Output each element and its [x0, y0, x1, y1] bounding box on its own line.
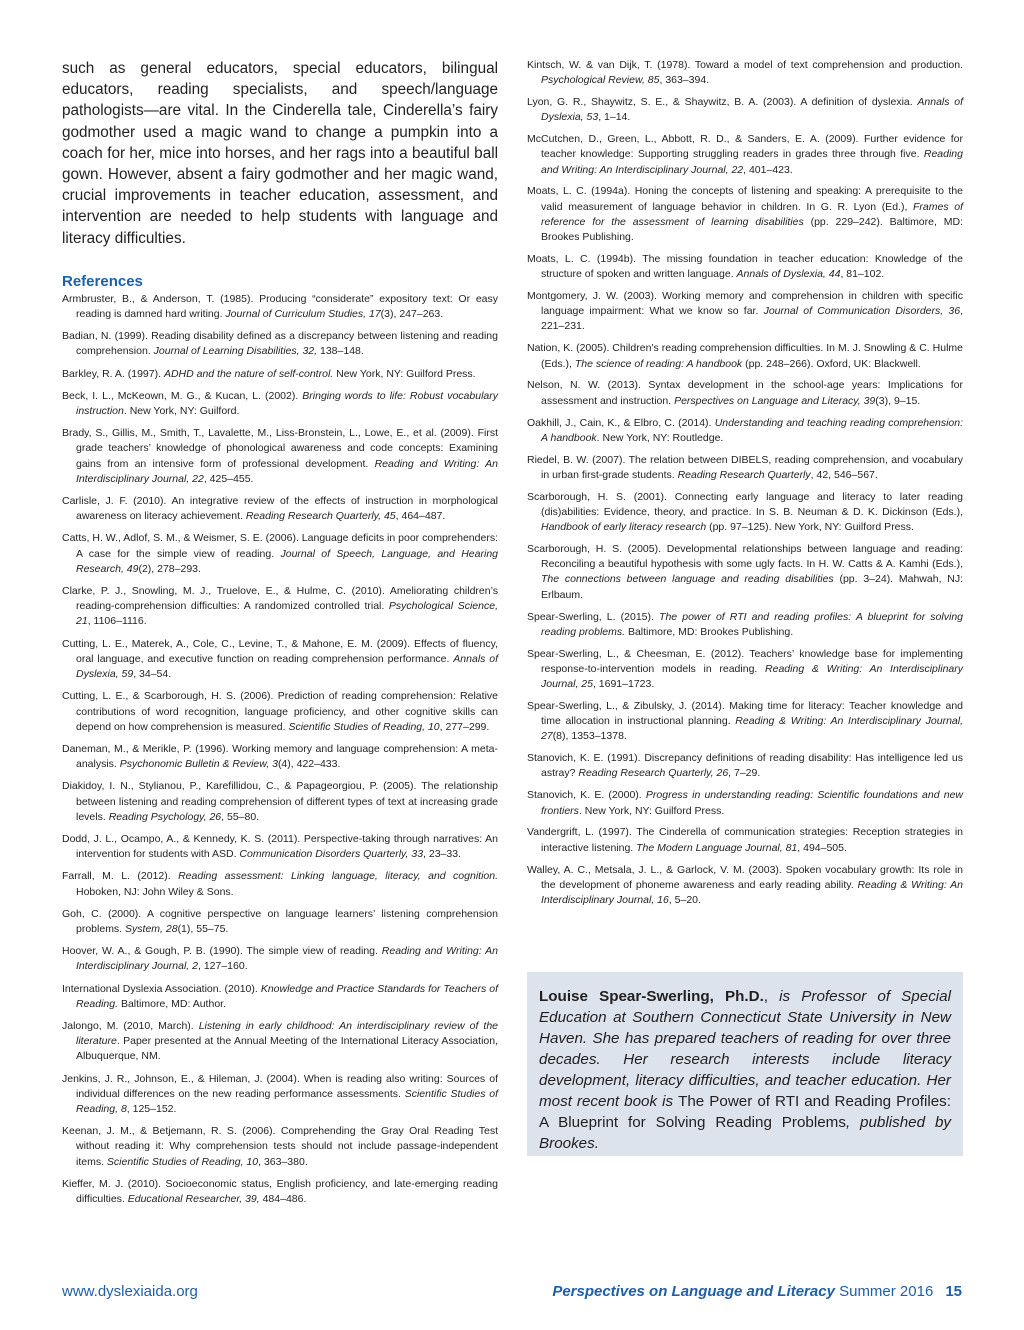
reference-pre: Spear-Swerling, L. (2015).: [527, 610, 660, 623]
reference-italic-part: Annals of Dyslexia, 44: [736, 268, 841, 281]
reference-entry: [527, 542, 963, 603]
reference-pre: Moats, L. C. (1994a). Honing the concepts of listening and speaking: A prerequisite to the valid measurement of language behavior in children. In G. R. Lyon (Ed.),: [527, 185, 963, 213]
reference-italic-part: Reading Research Quarterly, 26: [578, 767, 729, 780]
reference-post: , 277–299.: [439, 720, 490, 733]
reference-post: 484–486.: [259, 1192, 307, 1205]
reference-post: (8), 1353–1378.: [552, 730, 627, 743]
reference-post: , 5–20.: [668, 893, 701, 906]
reference-italic-part: The power of RTI and reading profiles: A blueprint for solving reading problems.: [541, 610, 963, 638]
reference-italic-part: The Modern Language Journal, 81: [636, 841, 798, 854]
reference-post: (pp. 97–125). New York, NY: Guilford Press.: [706, 521, 914, 534]
footer-issue: Summer 2016: [839, 1283, 934, 1300]
reference-pre: Catts, H. W., Adlof, S. M., & Weismer, S. E. (2006). Language deficits in poor comprehenders: A case for the simple view of reading.: [62, 532, 498, 560]
reference-italic-part: Reading & Writing: An Interdisciplinary Journal, 25: [541, 662, 963, 691]
reference-pre: Stanovich, K. E. (1991). Discrepancy definitions of reading disability: Has intelligence led us astray?: [527, 752, 963, 780]
reference-entry: [527, 751, 963, 781]
reference-entry: [62, 1124, 498, 1170]
reference-entry: [527, 863, 963, 909]
reference-post: New York, NY: Guilford Press.: [333, 367, 476, 380]
reference-italic-part: Reading and Writing: An Interdisciplinary Journal, 22: [76, 457, 498, 485]
reference-post: , 494–505.: [797, 841, 847, 854]
reference-italic-part: Annals of Dyslexia, 59: [76, 652, 499, 681]
reference-pre: Cutting, L. E., Materek, A., Cole, C., Levine, T., & Mahone, E. M. (2009). Effects of fluency, oral language, and executive function on reading comprehension performance.: [62, 637, 498, 665]
reference-italic-part: Reading and Writing: An Interdisciplinary Journal, 2: [76, 945, 498, 973]
reference-post: . New York, NY: Guilford.: [123, 405, 240, 418]
reference-italic-part: Psychological Science, 21: [76, 600, 498, 628]
reference-post: , 1691–1723.: [592, 678, 655, 691]
reference-pre: Cutting, L. E., & Scarborough, H. S. (2006). Prediction of reading comprehension: Relative contributions of word recognition, language proficiency, and other cognitive skills can depend on how comprehension is measured.: [62, 690, 498, 733]
reference-post: , 42, 546–567.: [810, 468, 878, 481]
reference-pre: Riedel, B. W. (2007). The relation between DIBELS, reading comprehension, and vocabulary in urban first-grade students.: [527, 453, 963, 481]
reference-post: Hoboken, NJ: John Wiley & Sons.: [76, 885, 234, 898]
reference-pre: Farrall, M. L. (2012).: [62, 870, 179, 883]
reference-entry: [62, 584, 498, 630]
reference-italic-part: Listening in early childhood: An interdisciplinary review of the literature: [76, 1019, 498, 1048]
reference-pre: Moats, L. C. (1994b). The missing foundation in teacher education: Knowledge of the structure of spoken and written language.: [527, 252, 963, 281]
reference-post: . New York, NY: Guilford Press.: [578, 804, 725, 817]
reference-pre: Vandergrift, L. (1997). The Cinderella of communication strategies: Reception strategies in interactive listening.: [527, 826, 963, 854]
reference-italic-part: Scientific Studies of Reading, 10: [106, 1155, 259, 1168]
reference-pre: Scarborough, H. S. (2005). Developmental relationships between language and reading: Reconciling a beautiful hypothesis with some ugly facts. In H. W. Catts & A. Kamhi (Eds.),: [527, 543, 963, 571]
reference-pre: Daneman, M., & Merikle, P. (1996). Working memory and language comprehension: A meta-analysis.: [62, 742, 498, 771]
reference-pre: Nelson, N. W. (2013). Syntax development in the school-age years: Implications for assessment and instruction.: [527, 379, 963, 407]
reference-pre: Stanovich, K. E. (2000).: [527, 789, 646, 802]
reference-entry: [527, 132, 963, 178]
footer-publication-title: Perspectives on Language and Literacy: [552, 1283, 835, 1300]
reference-entry: [62, 869, 498, 899]
reference-italic-part: Scientific Studies of Reading, 8: [76, 1087, 498, 1115]
bio-text-2: , published by Brookes.: [539, 1114, 951, 1152]
reference-entry: [62, 1177, 498, 1207]
reference-italic-part: Communication Disorders Quarterly, 33: [239, 848, 424, 861]
reference-post: 138–148.: [317, 345, 364, 358]
reference-pre: Jenkins, J. R., Johnson, E., & Hileman, J. (2004). When is reading also writing: Sources of individual differences on the new reading performance assessments.: [62, 1072, 498, 1100]
reference-pre: Nation, K. (2005). Children’s reading comprehension difficulties. In M. J. Snowling & C. Hulme (Eds.),: [527, 342, 963, 370]
reference-italic-part: Journal of Communication Disorders, 36: [763, 305, 961, 318]
reference-entry: [62, 1072, 498, 1118]
references-heading: References: [62, 272, 143, 290]
intro-paragraph: such as general educators, special educators, bilingual educators, reading specialists, and speech/language pathologists—are vital. In the Cinderella tale, Cinderella’s fairy godmother used a magic wand to change a pumpkin into a coach for her, mice into horses, and her rags into a beautiful ball gown. However, absent a fairy godmother and her magic wand, crucial improvements in teacher education, assessment, and intervention are needed to help students with language and literacy difficulties.: [62, 60, 498, 247]
reference-post: (pp. 3–24). Mahwah, NJ: Erlbaum.: [541, 573, 964, 601]
reference-entry: [62, 367, 498, 382]
reference-entry: [62, 426, 498, 487]
reference-post: , 401–423.: [743, 163, 793, 176]
reference-entry: [527, 184, 963, 245]
reference-italic-part: Knowledge and Practice Standards for Teachers of Reading.: [76, 982, 498, 1010]
reference-post: . Paper presented at the Annual Meeting of the International Literacy Association, Albuquerque, NM.: [76, 1035, 498, 1063]
reference-post: (2), 278–293.: [138, 562, 201, 575]
reference-post: , 55–80.: [221, 810, 260, 823]
reference-post: (3), 247–263.: [380, 308, 444, 321]
reference-post: , 81–102.: [840, 268, 885, 281]
reference-italic-part: The connections between language and reading disabilities: [541, 573, 834, 586]
reference-italic-part: Progress in understanding reading: Scientific foundations and new frontiers: [541, 789, 964, 817]
reference-pre: Jalongo, M. (2010, March).: [62, 1019, 199, 1032]
reference-entry: [62, 1019, 498, 1065]
reference-italic-part: Reading Research Quarterly, 45: [245, 510, 396, 523]
reference-pre: Armbruster, B., & Anderson, T. (1985). Producing “considerate” expository text: Or easy reading is damned hard writing.: [62, 292, 498, 321]
reference-italic-part: Reading & Writing: An Interdisciplinary Journal, 16: [541, 878, 963, 906]
reference-italic-part: Reading assessment: Linking language, literacy, and cognition.: [178, 870, 498, 883]
reference-italic-part: Journal of Learning Disabilities, 32,: [153, 345, 318, 358]
reference-italic-part: Scientific Studies of Reading, 10: [288, 720, 440, 733]
footer-url-link[interactable]: www.dyslexiaida.org: [62, 1283, 198, 1300]
reference-pre: Barkley, R. A. (1997).: [62, 367, 164, 380]
left-column: [62, 58, 498, 1214]
reference-post: (pp. 248–266). Oxford, UK: Blackwell.: [742, 357, 921, 370]
reference-entry: [62, 292, 498, 322]
reference-italic-part: Journal of Curriculum Studies, 17: [225, 308, 381, 321]
reference-italic-part: Reading and Writing: An Interdisciplinary Journal, 22: [541, 148, 963, 176]
reference-pre: Hoover, W. A., & Gough, P. B. (1990). The simple view of reading.: [62, 945, 382, 958]
reference-post: Baltimore, MD: Brookes Publishing.: [625, 625, 794, 638]
reference-italic-part: Handbook of early literacy research: [541, 521, 707, 534]
reference-post: Baltimore, MD: Author.: [118, 997, 226, 1010]
reference-pre: Diakidoy, I. N., Stylianou, P., Karefillidou, C., & Papageorgiou, P. (2005). The relationship between listening and reading comprehension of different types of text at increasing grade levels.: [62, 780, 498, 823]
reference-entry: [527, 341, 963, 371]
reference-entry: [527, 416, 963, 446]
reference-pre: Walley, A. C., Metsala, J. L., & Garlock, V. M. (2003). Spoken vocabulary growth: Its role in the development of phoneme awareness and early reading ability.: [527, 863, 963, 891]
reference-italic-part: Psychological Review, 85: [541, 74, 660, 87]
reference-pre: Spear-Swerling, L., & Cheesman, E. (2012). Teachers’ knowledge base for implementing response-to-intervention models in reading.: [527, 647, 963, 675]
reference-pre: Scarborough, H. S. (2001). Connecting early language and literacy to later reading (dis)abilities: Evidence, theory, and practice. In S. B. Neuman & D. K. Dickinson (Eds.),: [527, 490, 963, 518]
reference-pre: McCutchen, D., Green, L., Abbott, R. D., & Sanders, E. A. (2009). Further evidence for teacher knowledge: Supporting struggling readers in grades three through five.: [527, 133, 963, 161]
reference-italic-part: Reading & Writing: An Interdisciplinary Journal, 27: [541, 715, 963, 743]
reference-italic-part: Understanding and teaching reading comprehension: A handbook: [541, 416, 963, 444]
reference-post: , 23–33.: [423, 848, 461, 861]
author-bio: [539, 986, 951, 1154]
reference-entry: [527, 378, 963, 408]
reference-post: , 125–152.: [126, 1102, 177, 1115]
reference-pre: Keenan, J. M., & Betjemann, R. S. (2006). Comprehending the Gray Oral Reading Test without reading it: Why comprehension tests should not include passage-independent items.: [62, 1125, 498, 1168]
reference-italic-part: Psychonomic Bulletin & Review, 3: [119, 758, 278, 771]
reference-italic-part: Perspectives on Language and Literacy, 39: [674, 394, 876, 407]
reference-italic-part: Bringing words to life: Robust vocabulary instruction: [76, 389, 498, 418]
reference-pre: Kintsch, W. & van Dijk, T. (1978). Toward a model of text comprehension and production.: [527, 59, 963, 71]
reference-pre: Montgomery, J. W. (2003). Working memory and comprehension in children with specific language impairment: What we know so far.: [527, 290, 963, 318]
reference-entry: [527, 647, 963, 693]
reference-pre: Brady, S., Gillis, M., Smith, T., Lavalette, M., Liss-Bronstein, L., Lowe, E., et al. (2009). First grade teachers’ knowledge of phonological awareness and code concepts: Examining gains from an intensive form of professional development.: [62, 427, 498, 470]
reference-post: . New York, NY: Routledge.: [596, 431, 724, 444]
reference-italic-part: Reading Psychology, 26: [108, 810, 222, 823]
reference-entry: [62, 832, 498, 862]
references-list-left: [62, 292, 498, 1207]
bio-separator: ,: [763, 988, 769, 1005]
reference-post: (4), 422–433.: [277, 758, 341, 771]
reference-post: , 425–455.: [203, 472, 254, 485]
reference-entry: [527, 788, 963, 818]
reference-entry: [527, 95, 963, 125]
reference-italic-part: Annals of Dyslexia, 53: [541, 96, 963, 124]
reference-post: (3), 9–15.: [875, 394, 921, 407]
bio-book-title: The Power of RTI and Reading Profiles: A Blueprint for Solving Reading Problems: [539, 1093, 952, 1131]
reference-entry: [527, 699, 963, 745]
reference-pre: Goh, C. (2000). A cognitive perspective on language learners’ listening comprehension problems.: [62, 907, 498, 935]
right-column: [527, 58, 963, 915]
reference-entry: [62, 982, 498, 1012]
reference-italic-part: Reading Research Quarterly: [677, 468, 811, 481]
reference-entry: [62, 531, 498, 577]
reference-pre: Oakhill, J., Cain, K., & Elbro, C. (2014).: [527, 416, 715, 429]
reference-entry: [62, 944, 498, 974]
bio-text-1: is Professor of Special Education at Southern Connecticut State University in New Haven. She has prepared teachers of reading for over three decades. Her research interests include literacy development, literacy difficulties, and teacher education. Her most recent book is: [539, 988, 951, 1110]
footer-publication: [552, 1283, 962, 1300]
reference-post: , 363–380.: [258, 1155, 308, 1168]
reference-entry: [527, 252, 963, 282]
reference-pre: Dodd, J. L., Ocampo, A., & Kennedy, K. S. (2011). Perspective-taking through narratives: An intervention for students with ASD.: [62, 832, 498, 861]
reference-entry: [527, 490, 963, 536]
reference-pre: Beck, I. L., McKeown, M. G., & Kucan, L. (2002).: [62, 389, 303, 402]
reference-post: , 464–487.: [395, 510, 446, 523]
reference-italic-part: Journal of Speech, Language, and Hearing Research, 49: [76, 547, 498, 575]
reference-post: , 1–14.: [598, 111, 631, 124]
references-list-right: [527, 58, 963, 908]
reference-italic-part: Frames of reference for the assessment of learning disabilities: [541, 200, 964, 228]
reference-post: (pp. 229–242). Baltimore, MD: Brookes Publishing.: [541, 215, 963, 244]
author-bio-box: [527, 972, 963, 1156]
reference-post: , 363–394.: [659, 74, 710, 87]
reference-entry: [62, 779, 498, 825]
reference-pre: International Dyslexia Association. (2010).: [62, 982, 261, 995]
reference-italic-part: The science of reading: A handbook: [574, 357, 743, 370]
reference-entry: [527, 289, 963, 335]
reference-entry: [527, 58, 963, 88]
reference-entry: [62, 329, 498, 359]
reference-pre: Carlisle, J. F. (2010). An integrative review of the effects of instruction in morphological awareness on literacy achievement.: [62, 495, 498, 523]
reference-post: , 7–29.: [728, 767, 761, 780]
reference-pre: Badian, N. (1999). Reading disability defined as a discrepancy between listening and reading comprehension.: [62, 330, 498, 358]
reference-post: , 221–231.: [541, 305, 963, 333]
reference-post: , 127–160.: [197, 960, 248, 973]
reference-entry: [62, 689, 498, 735]
reference-post: , 1106–1116.: [87, 615, 147, 628]
reference-post: (1), 55–75.: [177, 922, 229, 935]
reference-italic-part: ADHD and the nature of self-control.: [163, 367, 334, 380]
page-number: 15: [945, 1283, 962, 1300]
reference-italic-part: Educational Researcher, 39,: [127, 1192, 260, 1205]
reference-entry: [62, 389, 498, 419]
reference-entry: [527, 610, 963, 640]
reference-entry: [62, 494, 498, 524]
reference-entry: [62, 742, 498, 772]
reference-pre: Lyon, G. R., Shaywitz, S. E., & Shaywitz, B. A. (2003). A definition of dyslexia.: [527, 96, 918, 109]
reference-italic-part: System, 28: [125, 922, 178, 935]
reference-pre: Kieffer, M. J. (2010). Socioeconomic status, English proficiency, and late-emerging reading difficulties.: [62, 1177, 498, 1205]
reference-entry: [62, 907, 498, 937]
reference-entry: [527, 825, 963, 855]
reference-post: , 34–54.: [133, 668, 172, 681]
reference-entry: [62, 637, 498, 683]
author-name: Louise Spear-Swerling, Ph.D.: [539, 988, 764, 1005]
reference-pre: Clarke, P. J., Snowling, M. J., Truelove, E., & Hulme, C. (2010). Ameliorating children’s reading-comprehension difficulties: A randomized controlled trial.: [62, 585, 498, 613]
reference-pre: Spear-Swerling, L., & Zibulsky, J. (2014). Making time for literacy: Teacher knowledge and time allocation in instructional planning.: [527, 699, 963, 728]
reference-entry: [527, 453, 963, 483]
